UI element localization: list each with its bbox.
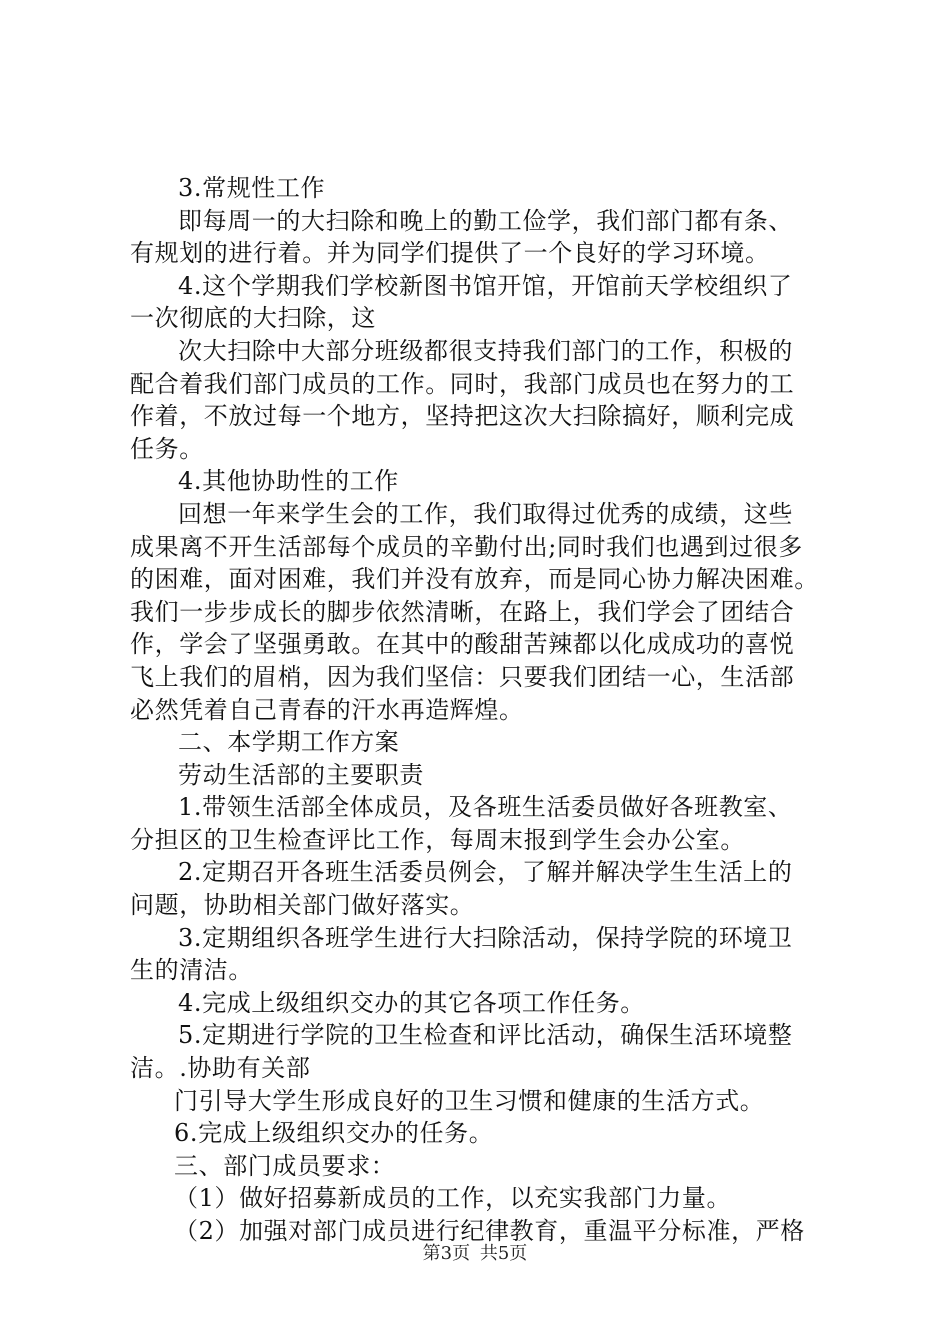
section-heading-member-requirements: 三、部门成员要求：: [174, 1151, 396, 1180]
body-line-6: 次大扫除中大部分班级都很支持我们部门的工作，积极的: [178, 336, 793, 365]
body-line-29: 门引导大学生形成良好的卫生习惯和健康的生活方式。: [174, 1086, 765, 1115]
body-line-23: 问题，协助相关部门做好落实。: [130, 891, 475, 920]
body-line-14: 我们一步步成长的脚步依然清晰，在路上，我们学会了团结合: [130, 597, 795, 626]
body-line-13: 的困难，面对困难，我们并没有放弃，而是同心协力解决困难。: [130, 565, 819, 594]
body-line-15: 作，学会了坚强勇敢。在其中的酸甜苦辣都以化成成功的喜悦: [130, 630, 795, 659]
body-line-4: 4.这个学期我们学校新图书馆开馆，开馆前天学校组织了: [178, 271, 793, 300]
page-total: 共5页: [479, 1243, 528, 1264]
body-line-2: 即每周一的大扫除和晚上的勤工俭学，我们部门都有条、: [178, 206, 793, 235]
page-footer: [0, 1242, 950, 1266]
body-line-20: 1.带领生活部全体成员，及各班生活委员做好各班教室、: [178, 793, 793, 822]
body-line-3: 有规划的进行着。并为同学们提供了一个良好的学习环境。: [130, 239, 770, 268]
body-line-7: 配合着我们部门成员的工作。同时，我部门成员也在努力的工: [130, 369, 795, 398]
body-line-24: 3.定期组织各班学生进行大扫除活动，保持学院的环境卫: [178, 923, 793, 952]
body-line-17: 必然凭着自己青春的汗水再造辉煌。: [130, 695, 524, 724]
body-line-5: 一次彻底的大扫除，这: [130, 304, 376, 333]
body-line-30: 6.完成上级组织交办的任务。: [174, 1119, 494, 1148]
page-number: 第3页: [422, 1243, 471, 1264]
body-line-22: 2.定期召开各班生活委员例会，了解并解决学生生活上的: [178, 858, 793, 887]
body-line-9: 任务。: [130, 434, 204, 463]
section-heading-other-work: 4.其他协助性的工作: [178, 467, 399, 496]
body-line-12: 成果离不开生活部每个成员的辛勤付出;同时我们也遇到过很多: [130, 532, 803, 561]
body-line-16: 飞上我们的眉梢，因为我们坚信：只要我们团结一心，生活部: [130, 662, 795, 691]
body-line-8: 作着，不放过每一个地方，坚持把这次大扫除搞好，顺利完成: [130, 402, 795, 431]
body-line-32: （1）做好招募新成员的工作，以充实我部门力量。: [174, 1184, 732, 1213]
section-heading-work-plan: 二、本学期工作方案: [178, 728, 400, 757]
body-line-11: 回想一年来学生会的工作，我们取得过优秀的成绩，这些: [178, 499, 793, 528]
body-line-27: 5.定期进行学院的卫生检查和评比活动，确保生活环境整: [178, 1021, 793, 1050]
body-line-28: 洁。.协助有关部: [130, 1054, 311, 1083]
body-line-21: 分担区的卫生检查评比工作，每周末报到学生会办公室。: [130, 825, 745, 854]
body-line-33: （2）加强对部门成员进行纪律教育，重温平分标准，严格: [174, 1217, 805, 1245]
body-line-25: 生的清洁。: [130, 956, 253, 985]
body-line-26: 4.完成上级组织交办的其它各项工作任务。: [178, 988, 645, 1017]
subheading-main-duties: 劳动生活部的主要职责: [178, 760, 424, 789]
document-body: [130, 172, 835, 1248]
body-line-1: 3.常规性工作: [178, 174, 326, 202]
